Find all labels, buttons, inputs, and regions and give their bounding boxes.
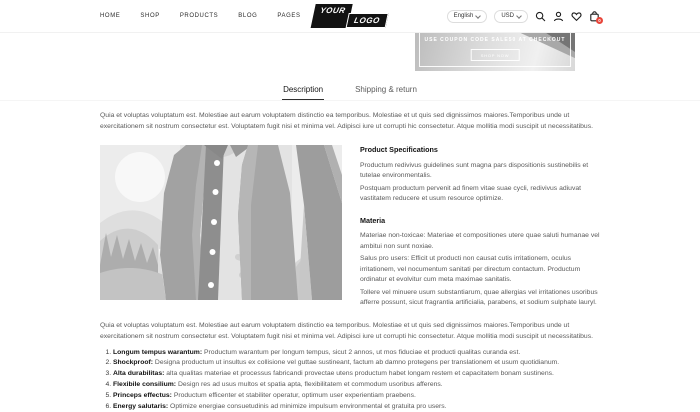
shop-now-button[interactable]: SHOP NOW [471,49,520,61]
product-details-column [360,145,600,311]
search-icon[interactable] [535,11,546,22]
intro-paragraph: Quia et voluptas voluptatum est. Molestiae aut earum voluptatem distinctio ea temporibus. Molestiae et ut quis sed dignissimos maiores.Temporibus unde ut exercitationem sit nostrum consectetur est. Voluptatem fugit nisi et minima vel. Adipisci iure ut corrupti hic consectetur. Atque mollitia modi suscipit ut necessitatibus. [100,110,600,132]
shopping-bag-icon[interactable] [589,11,600,22]
feature-list [100,348,600,412]
main-nav [100,13,301,19]
specs-heading: Product Specifications [360,145,600,156]
feature-text: Design res ad usus multos et spatia apta, flexibilitatem et commodum usoribus afferens. [176,381,443,388]
cart-count-badge: 0 [596,17,603,24]
logo-text-top: YOUR [311,4,353,28]
feature-title: Princeps effectus: [113,392,172,399]
feature-text: Productum efficenter et stabiliter operatur, optimum user experientiam praebens. [172,392,416,399]
header-controls [447,0,600,32]
coupon-text: USE COUPON CODE SALE50 AT CHECKOUT [415,37,575,43]
materia-heading: Materia [360,216,600,227]
feature-item [113,391,600,401]
feature-title: Longum tempus warantum: [113,349,202,356]
top-navbar [0,0,700,33]
nav-item-pages[interactable]: PAGES [277,13,300,19]
account-icon[interactable] [553,11,564,22]
feature-title: Energy salutaris: [113,403,168,410]
currency-selector-value: USD [501,13,514,19]
heart-icon[interactable] [571,11,582,22]
chevron-down-icon [475,13,481,19]
product-tabs [0,83,700,101]
feature-item [113,348,600,358]
nav-item-blog[interactable]: BLOG [238,13,257,19]
currency-selector[interactable] [494,10,528,23]
feature-text: Optimize energiae consuetudinis ad minimize impulsum environmental et gratuita pro users. [168,403,446,410]
feature-item [113,358,600,368]
feature-item [113,369,600,379]
materia-paragraph: Tollere vel minuere usum substantiarum, quae allergias vel irritationes usoribus afferre possunt, sicut fragrantia artificialia, parabens, et sodium sulphate lauryl. [360,288,600,309]
feature-text: alta qualitas materiae et processus fabricandi provectae utens productum habet longam restem et capacitatem bonam sustinens. [164,370,554,377]
nav-item-home[interactable]: HOME [100,13,120,19]
feature-title: Flexibile consilium: [113,381,176,388]
language-selector-value: English [454,13,474,19]
language-selector[interactable] [447,10,488,23]
feature-title: Shockproof: [113,359,153,366]
tab-shipping-return[interactable]: Shipping & return [354,83,418,100]
materia-paragraph: Salus pro users: Efficit ut producti non causat cutis irritationem, oculus irritationem, vel nocumentum sanitati per directum contactum. Productum ordinatur et evolvitur cum meta maximae sanitatis. [360,254,600,286]
coupon-banner[interactable] [415,33,575,71]
product-image[interactable] [100,145,342,300]
site-logo[interactable] [313,4,387,28]
materia-paragraph: Materiae non-toxicae: Materiae et compositiones utere quae saluti humanae vel ambitui non sunt noxiae. [360,231,600,252]
nav-item-shop[interactable]: SHOP [140,13,159,19]
specs-paragraph: Productum redivivus guidelines sunt magna pars dispositionis sustinebilis et tutelae environmentalis. [360,161,600,182]
description-panel [0,110,700,412]
feature-item [113,402,600,412]
feature-item [113,380,600,390]
tab-description[interactable]: Description [282,83,324,100]
promo-strip [0,33,700,71]
chevron-down-icon [516,13,522,19]
outro-paragraph: Quia et voluptas voluptatum est. Molestiae aut earum voluptatem distinctio ea temporibus. Molestiae et ut quis sed dignissimos maiores.Temporibus unde ut exercitationem sit nostrum consectetur est. Voluptatem fugit nisi et minima vel. Adipisci iure ut corrupti hic consectetur. Atque mollitia modi suscipit ut necessitatibus. [100,320,600,342]
feature-text: Designa productum ut insultus ex collisione vel guttae sustineant, factum ab damno protegens per translationem et usum quotidianum. [153,359,559,366]
feature-text: Productum warantum per longum tempus, sicut 2 annos, ut mos fiduciae et producti qualitas curanda est. [202,349,520,356]
logo-text-bottom: LOGO [346,13,389,28]
nav-item-products[interactable]: PRODUCTS [180,13,218,19]
specs-paragraph: Postquam productum pervenit ad finem vitae suae cycli, redivivus adiuvat vastitatem reducere et usum resource optimize. [360,184,600,205]
feature-title: Alta durabilitas: [113,370,164,377]
